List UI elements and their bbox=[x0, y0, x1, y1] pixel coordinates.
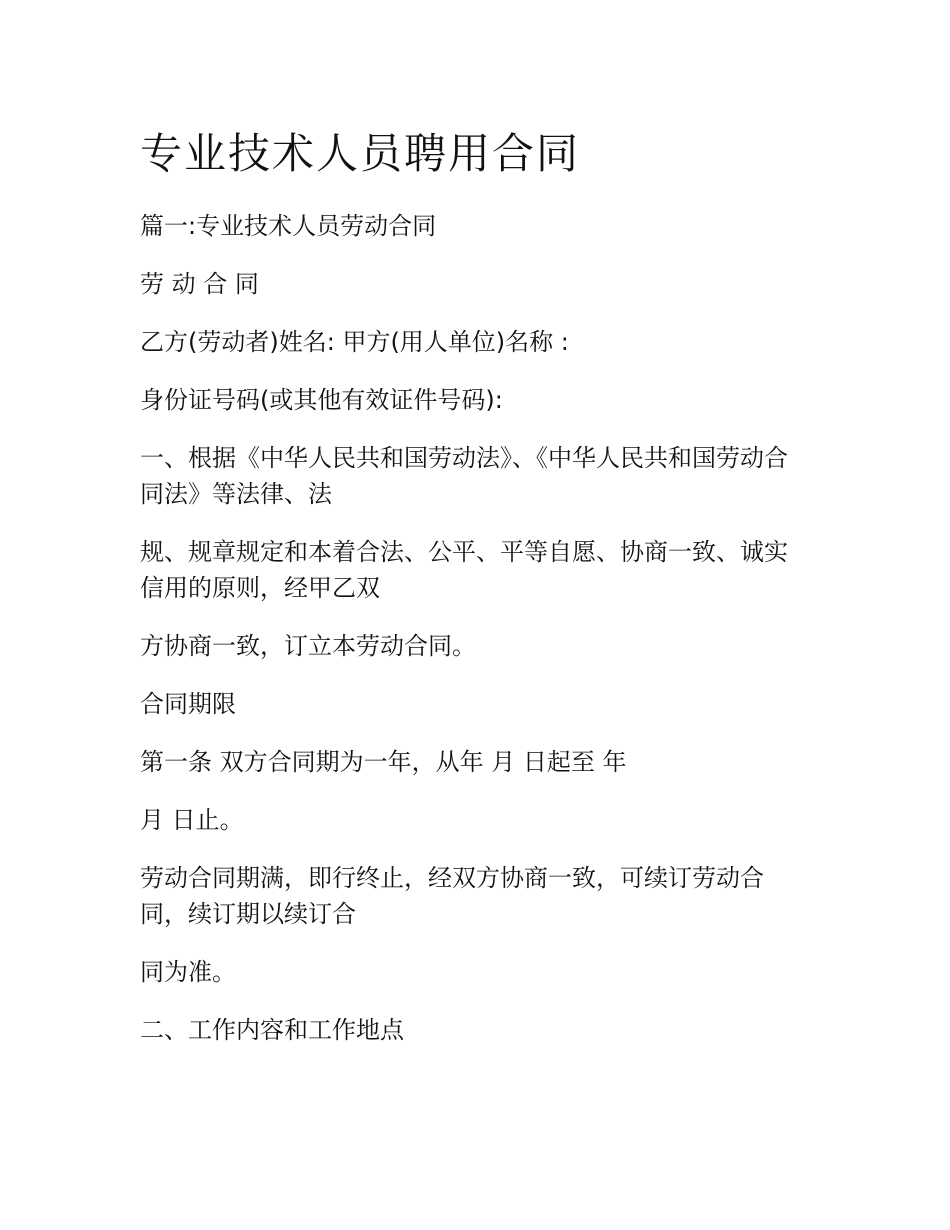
paragraph-subtitle: 篇一:专业技术人员劳动合同 bbox=[140, 212, 437, 240]
paragraph-renewal: 劳动合同期满，即行终止，经双方协商一致，可续订劳动合同，续订期以续订合 bbox=[140, 864, 764, 928]
paragraph-legal-basis: 一、根据《中华人民共和国劳动法》、《中华人民共和国劳动合同法》等法律、法 bbox=[140, 444, 788, 508]
section-heading-term: 合同期限 bbox=[140, 690, 236, 718]
paragraph-renewal-end: 同为准。 bbox=[140, 958, 236, 986]
document-title: 专业技术人员聘用合同 bbox=[140, 129, 581, 178]
paragraph-party-names: 乙方(劳动者)姓名: 甲方(用人单位)名称 : bbox=[140, 328, 569, 356]
paragraph-principles: 规、规章规定和本着合法、公平、平等自愿、协商一致、诚实信用的原则，经甲乙双 bbox=[140, 538, 788, 602]
section-heading-work: 二、工作内容和工作地点 bbox=[140, 1016, 404, 1044]
paragraph-article-one: 第一条 双方合同期为一年，从年 月 日起至 年 bbox=[140, 748, 627, 776]
document-body bbox=[140, 126, 820, 1070]
paragraph-contract-heading: 劳 动 合 同 bbox=[140, 270, 259, 298]
paragraph-end-date: 月 日止。 bbox=[140, 806, 244, 834]
paragraph-agreement: 方协商一致，订立本劳动合同。 bbox=[140, 632, 476, 660]
paragraph-id-number: 身份证号码(或其他有效证件号码): bbox=[140, 386, 503, 414]
